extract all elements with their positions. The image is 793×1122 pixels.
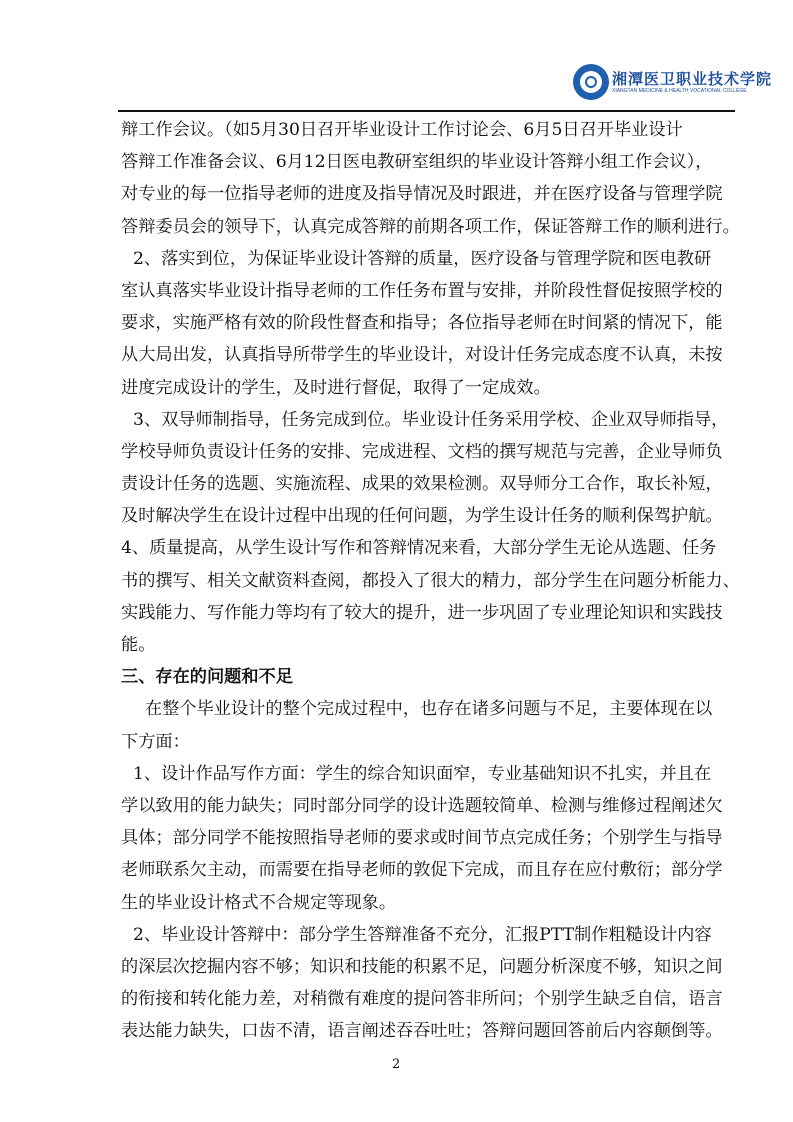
text-line: 2、落实到位，为保证毕业设计答辩的质量，医疗设备与管理学院和医电教研 — [133, 248, 712, 269]
text-line: 责设计任务的选题、实施流程、成果的效果检测。双导师分工合作，取长补短， — [121, 474, 723, 495]
text-line: 4、质量提高，从学生设计写作和答辩情况来看，大部分学生无论从选题、任务 — [121, 538, 717, 559]
paragraph — [121, 404, 729, 533]
text-line: 答辩委员会的领导下，认真完成答辩的前期各项工作，保证答辩工作的顺利进行。 — [121, 216, 740, 237]
paragraph — [121, 243, 723, 404]
text-line: 的深层次挖掘内容不够；知识和技能的积累不足，问题分析深度不够，知识之间 — [121, 956, 723, 977]
text-line: 进度完成设计的学生，及时进行督促，取得了一定成效。 — [121, 377, 551, 398]
paragraph — [121, 532, 740, 661]
text-line: 实践能力、写作能力等均有了较大的提升，进一步巩固了专业理论知识和实践技 — [121, 602, 723, 623]
text-line: 2、毕业设计答辩中：部分学生答辩准备不充分，汇报PTT制作粗糙设计内容 — [133, 924, 712, 945]
paragraph — [121, 693, 716, 757]
section-heading — [121, 661, 716, 693]
document-body — [121, 114, 740, 1047]
text-line: 1、设计作品写作方面：学生的综合知识面窄，专业基础知识不扎实，并且在 — [133, 763, 712, 784]
paragraph — [121, 758, 723, 919]
school-name-en: XIANGTAN MEDICINE & HEALTH VOCATIONAL COLLEGE — [612, 88, 747, 94]
text-line: 在整个毕业设计的整个完成过程中，也存在诸多问题与不足，主要体现在以 — [145, 699, 713, 720]
text-line: 对专业的每一位指导老师的进度及指导情况及时跟进，并在医疗设备与管理学院 — [121, 184, 723, 205]
text-line: 辩工作会议。（如5月30日召开毕业设计工作讨论会、6月5日召开毕业设计 — [121, 120, 683, 140]
header-divider — [118, 110, 735, 112]
paragraph — [121, 114, 740, 243]
text-line: 老师联系欠主动，而需要在指导老师的敦促下完成，而且存在应付敷衍；部分学 — [121, 860, 723, 881]
school-name-cn: 湘潭医卫职业技术学院 — [612, 70, 773, 88]
text-line: 学以致用的能力缺失；同时部分同学的设计选题较简单、检测与维修过程阐述欠 — [121, 795, 723, 816]
text-line: 3、双导师制指导，任务完成到位。毕业设计任务采用学校、企业双导师指导， — [133, 409, 729, 430]
text-line: 具体；部分同学不能按照指导老师的要求或时间节点完成任务；个别学生与指导 — [121, 828, 723, 849]
text-line: 书的撰写、相关文献资料查阅，都投入了很大的精力，部分学生在问题分析能力、 — [121, 570, 740, 591]
text-line: 室认真落实毕业设计指导老师的工作任务布置与安排，并阶段性督促按照学校的 — [121, 280, 723, 301]
text-line: 学校导师负责设计任务的安排、完成进程、文档的撰写规范与完善，企业导师负 — [121, 441, 723, 462]
text-line: 要求，实施严格有效的阶段性督查和指导；各位指导老师在时间紧的情况下，能 — [121, 313, 723, 334]
text-line: 三、存在的问题和不足 — [121, 667, 293, 688]
text-line: 生的毕业设计格式不合规定等现象。 — [121, 892, 397, 913]
text-line: 的衔接和转化能力差，对稍微有难度的提问答非所问；个别学生缺乏自信，语言 — [121, 989, 723, 1010]
text-line: 答辩工作准备会议、6月12日医电教研室组织的毕业设计答辩小组工作会议）， — [121, 152, 713, 173]
text-line: 能。 — [121, 635, 156, 655]
paragraph — [121, 919, 723, 1048]
text-line: 从大局出发，认真指导所带学生的毕业设计，对设计任务完成态度不认真，未按 — [121, 345, 723, 366]
text-line: 表达能力缺失，口齿不清，语言阐述吞吞吐吐；答辩问题回答前后内容颠倒等。 — [121, 1021, 723, 1042]
text-line: 及时解决学生在设计过程中出现的任何问题，为学生设计任务的顺利保驾护航。 — [121, 506, 723, 527]
text-line: 下方面： — [121, 731, 190, 752]
school-logo-icon — [573, 64, 609, 100]
page-number: 2 — [392, 1057, 401, 1072]
